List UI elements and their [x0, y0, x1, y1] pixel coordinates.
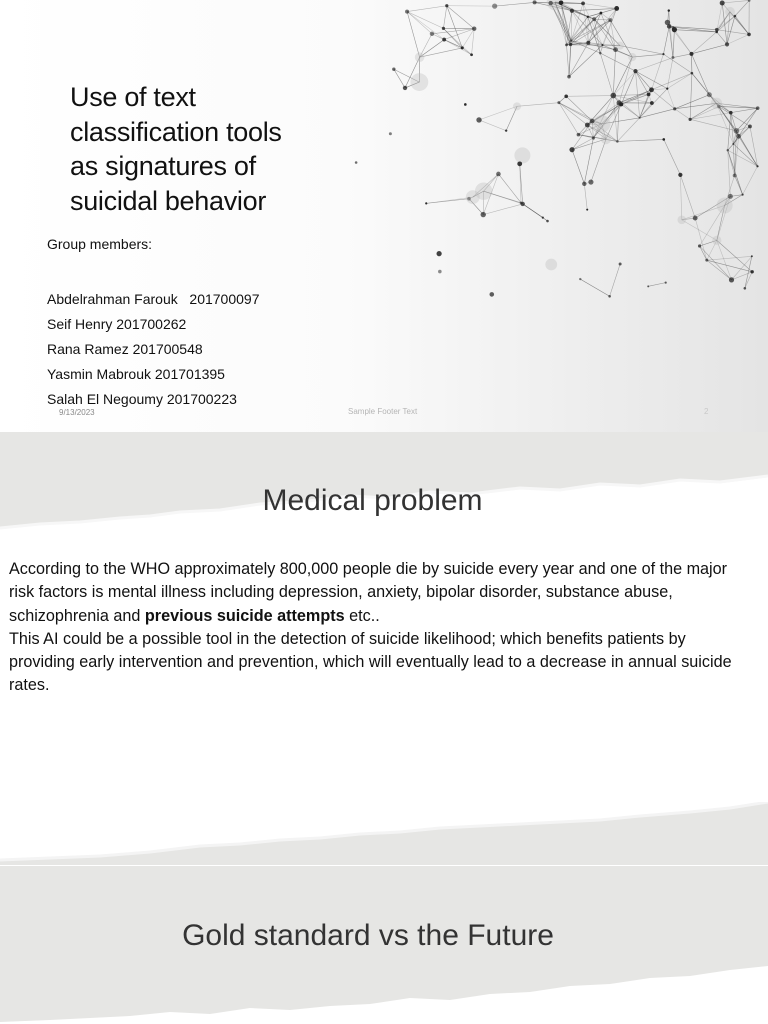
network-edge — [569, 45, 602, 77]
network-edge — [569, 43, 588, 77]
title-line: as signatures of — [70, 151, 256, 181]
network-node — [476, 117, 481, 122]
network-edge — [722, 3, 749, 34]
network-edge — [717, 32, 727, 44]
network-edge — [728, 144, 734, 150]
network-node — [747, 33, 751, 37]
title-line: Use of text — [70, 82, 196, 112]
slide-body — [9, 558, 754, 698]
network-edge — [722, 0, 749, 3]
network-edge — [583, 3, 617, 8]
network-node — [559, 1, 564, 6]
network-edge — [495, 2, 535, 6]
network-node — [608, 18, 612, 22]
network-edge — [407, 12, 444, 40]
network-node — [489, 292, 494, 297]
network-node — [565, 43, 568, 46]
network-edge — [617, 118, 639, 142]
network-node — [590, 119, 595, 124]
network-node — [647, 92, 651, 96]
network-edge — [498, 174, 521, 203]
network-edge — [426, 197, 473, 203]
network-node — [619, 263, 622, 266]
network-node — [577, 133, 581, 137]
network-node — [619, 102, 623, 106]
network-node — [564, 94, 568, 98]
network-node — [442, 27, 445, 30]
network-edge — [617, 139, 663, 141]
network-node — [649, 87, 654, 92]
network-edge — [632, 54, 663, 57]
network-node — [425, 202, 427, 204]
network-node — [750, 270, 753, 273]
network-edge — [648, 283, 665, 287]
network-node — [586, 209, 588, 211]
network-edge — [667, 73, 692, 88]
network-node — [592, 17, 596, 21]
network-node — [734, 128, 740, 134]
network-node — [517, 161, 522, 166]
network-edge — [663, 54, 691, 73]
network-edge — [652, 73, 692, 90]
network-node — [472, 27, 476, 31]
network-node — [585, 123, 590, 128]
network-node — [677, 216, 686, 225]
network-edge — [613, 94, 648, 95]
network-edge — [680, 175, 681, 220]
paragraph-text: etc.. — [344, 606, 380, 625]
network-node — [732, 143, 734, 145]
network-graphic — [330, 0, 768, 320]
network-node — [514, 147, 530, 163]
network-edge — [674, 30, 691, 54]
network-edge — [732, 256, 752, 280]
network-node — [410, 73, 428, 91]
network-node — [392, 68, 395, 71]
network-edge — [407, 12, 420, 58]
network-node — [616, 140, 619, 143]
network-edge — [580, 279, 609, 296]
network-node — [662, 138, 665, 141]
network-node — [611, 93, 617, 99]
network-node — [693, 216, 698, 221]
network-node — [569, 43, 572, 46]
network-edge — [691, 54, 709, 95]
network-node — [678, 173, 682, 177]
member-item: Rana Ramez 201700548 — [47, 341, 203, 357]
medical-problem-slide — [0, 432, 768, 865]
network-edge — [731, 108, 758, 112]
network-edge — [675, 109, 690, 120]
network-node — [751, 255, 753, 257]
member-item: Seif Henry 201700262 — [47, 316, 187, 332]
paragraph: This AI could be a possible tool in the detection of suicide likelihood; which benefits patients by providing early intervention and prevention, which will eventually lead to a decrease in annual suicide rates. — [9, 629, 732, 695]
network-node — [445, 4, 448, 7]
network-node — [613, 47, 618, 52]
network-node — [581, 2, 585, 6]
network-node — [582, 182, 586, 186]
network-edge — [591, 139, 606, 182]
network-node — [586, 41, 590, 45]
network-node — [600, 12, 603, 15]
network-edge — [673, 30, 674, 58]
network-node — [628, 53, 636, 61]
network-node — [647, 285, 649, 287]
network-node — [464, 103, 467, 106]
title-slide — [0, 0, 768, 432]
network-edge — [613, 50, 615, 96]
network-node — [734, 15, 737, 18]
network-edge — [735, 0, 749, 16]
network-edge — [692, 73, 709, 95]
network-edge — [743, 166, 758, 194]
network-node — [756, 106, 760, 110]
torn-paper-bottom — [0, 802, 768, 865]
network-node — [601, 134, 611, 144]
network-edge — [479, 106, 517, 120]
network-node — [415, 52, 425, 62]
network-node — [725, 42, 729, 46]
network-node — [672, 27, 677, 32]
network-node — [546, 220, 549, 223]
network-node — [639, 117, 641, 119]
network-node — [673, 107, 676, 110]
network-node — [588, 179, 593, 184]
network-node — [744, 287, 747, 290]
network-node — [545, 259, 557, 271]
network-node — [733, 174, 737, 178]
network-edge — [682, 220, 717, 241]
network-edge — [717, 30, 749, 35]
network-node — [748, 125, 752, 129]
network-node — [707, 92, 712, 97]
network-node — [736, 134, 741, 139]
network-node — [513, 102, 521, 110]
network-node — [599, 52, 602, 55]
network-edge — [584, 138, 593, 184]
network-node — [725, 7, 735, 17]
network-edge — [735, 175, 743, 194]
network-node — [662, 53, 664, 55]
footer-page-number: 2 — [704, 407, 709, 416]
bold-phrase: previous suicide attempts — [144, 606, 345, 625]
network-node — [593, 115, 611, 133]
network-node — [542, 217, 544, 219]
slide-heading: Gold standard vs the Future — [182, 919, 554, 952]
network-edge — [523, 204, 548, 221]
title-line: suicidal behavior — [70, 185, 267, 216]
network-node — [592, 136, 595, 139]
footer-text: Sample Footer Text — [348, 407, 418, 416]
network-edge — [664, 139, 681, 175]
network-node — [567, 75, 571, 79]
network-edge — [407, 12, 443, 29]
network-edge — [588, 17, 600, 53]
network-edge — [559, 103, 587, 125]
network-edge — [600, 53, 613, 95]
network-edge — [680, 175, 695, 218]
network-node — [729, 111, 733, 115]
slide-heading: Medical problem — [262, 484, 483, 517]
network-node — [666, 88, 668, 90]
network-edge — [667, 58, 673, 89]
network-node — [665, 282, 667, 284]
paragraph — [9, 558, 754, 628]
network-node — [557, 101, 560, 104]
network-node — [668, 9, 670, 11]
network-node — [437, 251, 442, 256]
network-edge — [567, 45, 570, 77]
network-edge — [635, 71, 651, 90]
member-item: Yasmin Mabrouk 201701395 — [47, 366, 225, 382]
network-node — [403, 86, 407, 90]
member-item: Salah El Negoumy 201700223 — [47, 391, 237, 407]
network-node — [698, 244, 701, 247]
network-node — [389, 132, 392, 135]
network-edge — [407, 12, 432, 34]
network-edge — [443, 6, 446, 29]
network-node — [711, 98, 722, 109]
network-node — [671, 56, 674, 59]
network-node — [570, 9, 574, 13]
network-edge — [572, 150, 584, 184]
network-node — [727, 149, 729, 151]
network-node — [729, 277, 734, 282]
network-node — [587, 16, 589, 18]
network-node — [461, 46, 464, 49]
network-edge — [652, 54, 664, 90]
gold-standard-slide — [0, 866, 768, 1024]
slide-title — [70, 80, 330, 218]
network-node — [650, 101, 654, 105]
network-node — [720, 1, 725, 6]
network-node — [756, 165, 758, 167]
network-node — [717, 197, 733, 213]
title-line: classification tools — [70, 116, 282, 147]
network-edge — [674, 30, 716, 32]
network-node — [614, 6, 619, 11]
network-edge — [517, 103, 559, 107]
network-node — [496, 172, 501, 177]
network-node — [355, 161, 358, 164]
network-node — [705, 259, 708, 262]
network-node — [492, 4, 497, 9]
network-node — [430, 32, 434, 36]
network-node — [520, 202, 523, 205]
network-node — [715, 31, 718, 34]
network-node — [742, 194, 744, 196]
network-edge — [695, 218, 707, 260]
network-node — [466, 190, 480, 204]
network-node — [689, 118, 692, 121]
member-item: Abdelrahman Farouk 201700097 — [47, 291, 260, 307]
network-node — [442, 38, 446, 42]
network-node — [601, 44, 603, 46]
network-edge — [640, 109, 675, 118]
network-edge — [571, 41, 600, 53]
network-edge — [707, 256, 752, 260]
network-node — [689, 52, 693, 56]
network-edge — [613, 71, 635, 95]
group-members-label: Group members: — [47, 236, 153, 252]
network-node — [691, 72, 694, 75]
network-node — [570, 40, 572, 42]
network-node — [633, 69, 637, 73]
members-list — [47, 287, 259, 412]
network-edge — [407, 6, 447, 12]
network-node — [505, 129, 507, 131]
network-edge — [663, 26, 669, 54]
network-edge — [610, 264, 621, 296]
paragraph-text: According to the WHO approximately 800,000 people die by suicide every year and one of the major risk factors is mental illness including depression, anxiety, bipolar disorder, substance abuse, schizophrenia and — [9, 560, 728, 625]
network-edge — [479, 120, 506, 131]
network-edge — [483, 204, 522, 215]
network-edge — [635, 58, 672, 72]
network-node — [533, 0, 537, 4]
network-edge — [673, 54, 692, 58]
network-node — [728, 194, 733, 199]
network-node — [438, 270, 442, 274]
network-node — [579, 278, 581, 280]
network-node — [712, 236, 721, 245]
network-edge — [727, 34, 749, 44]
network-node — [405, 10, 409, 14]
network-node — [667, 24, 672, 29]
footer-date: 9/13/2023 — [59, 408, 95, 417]
network-node — [569, 147, 574, 152]
network-edge — [690, 73, 692, 119]
network-edge — [566, 96, 613, 97]
network-edge — [584, 184, 587, 210]
network-node — [608, 295, 611, 298]
network-node — [481, 212, 486, 217]
network-node — [470, 53, 473, 56]
